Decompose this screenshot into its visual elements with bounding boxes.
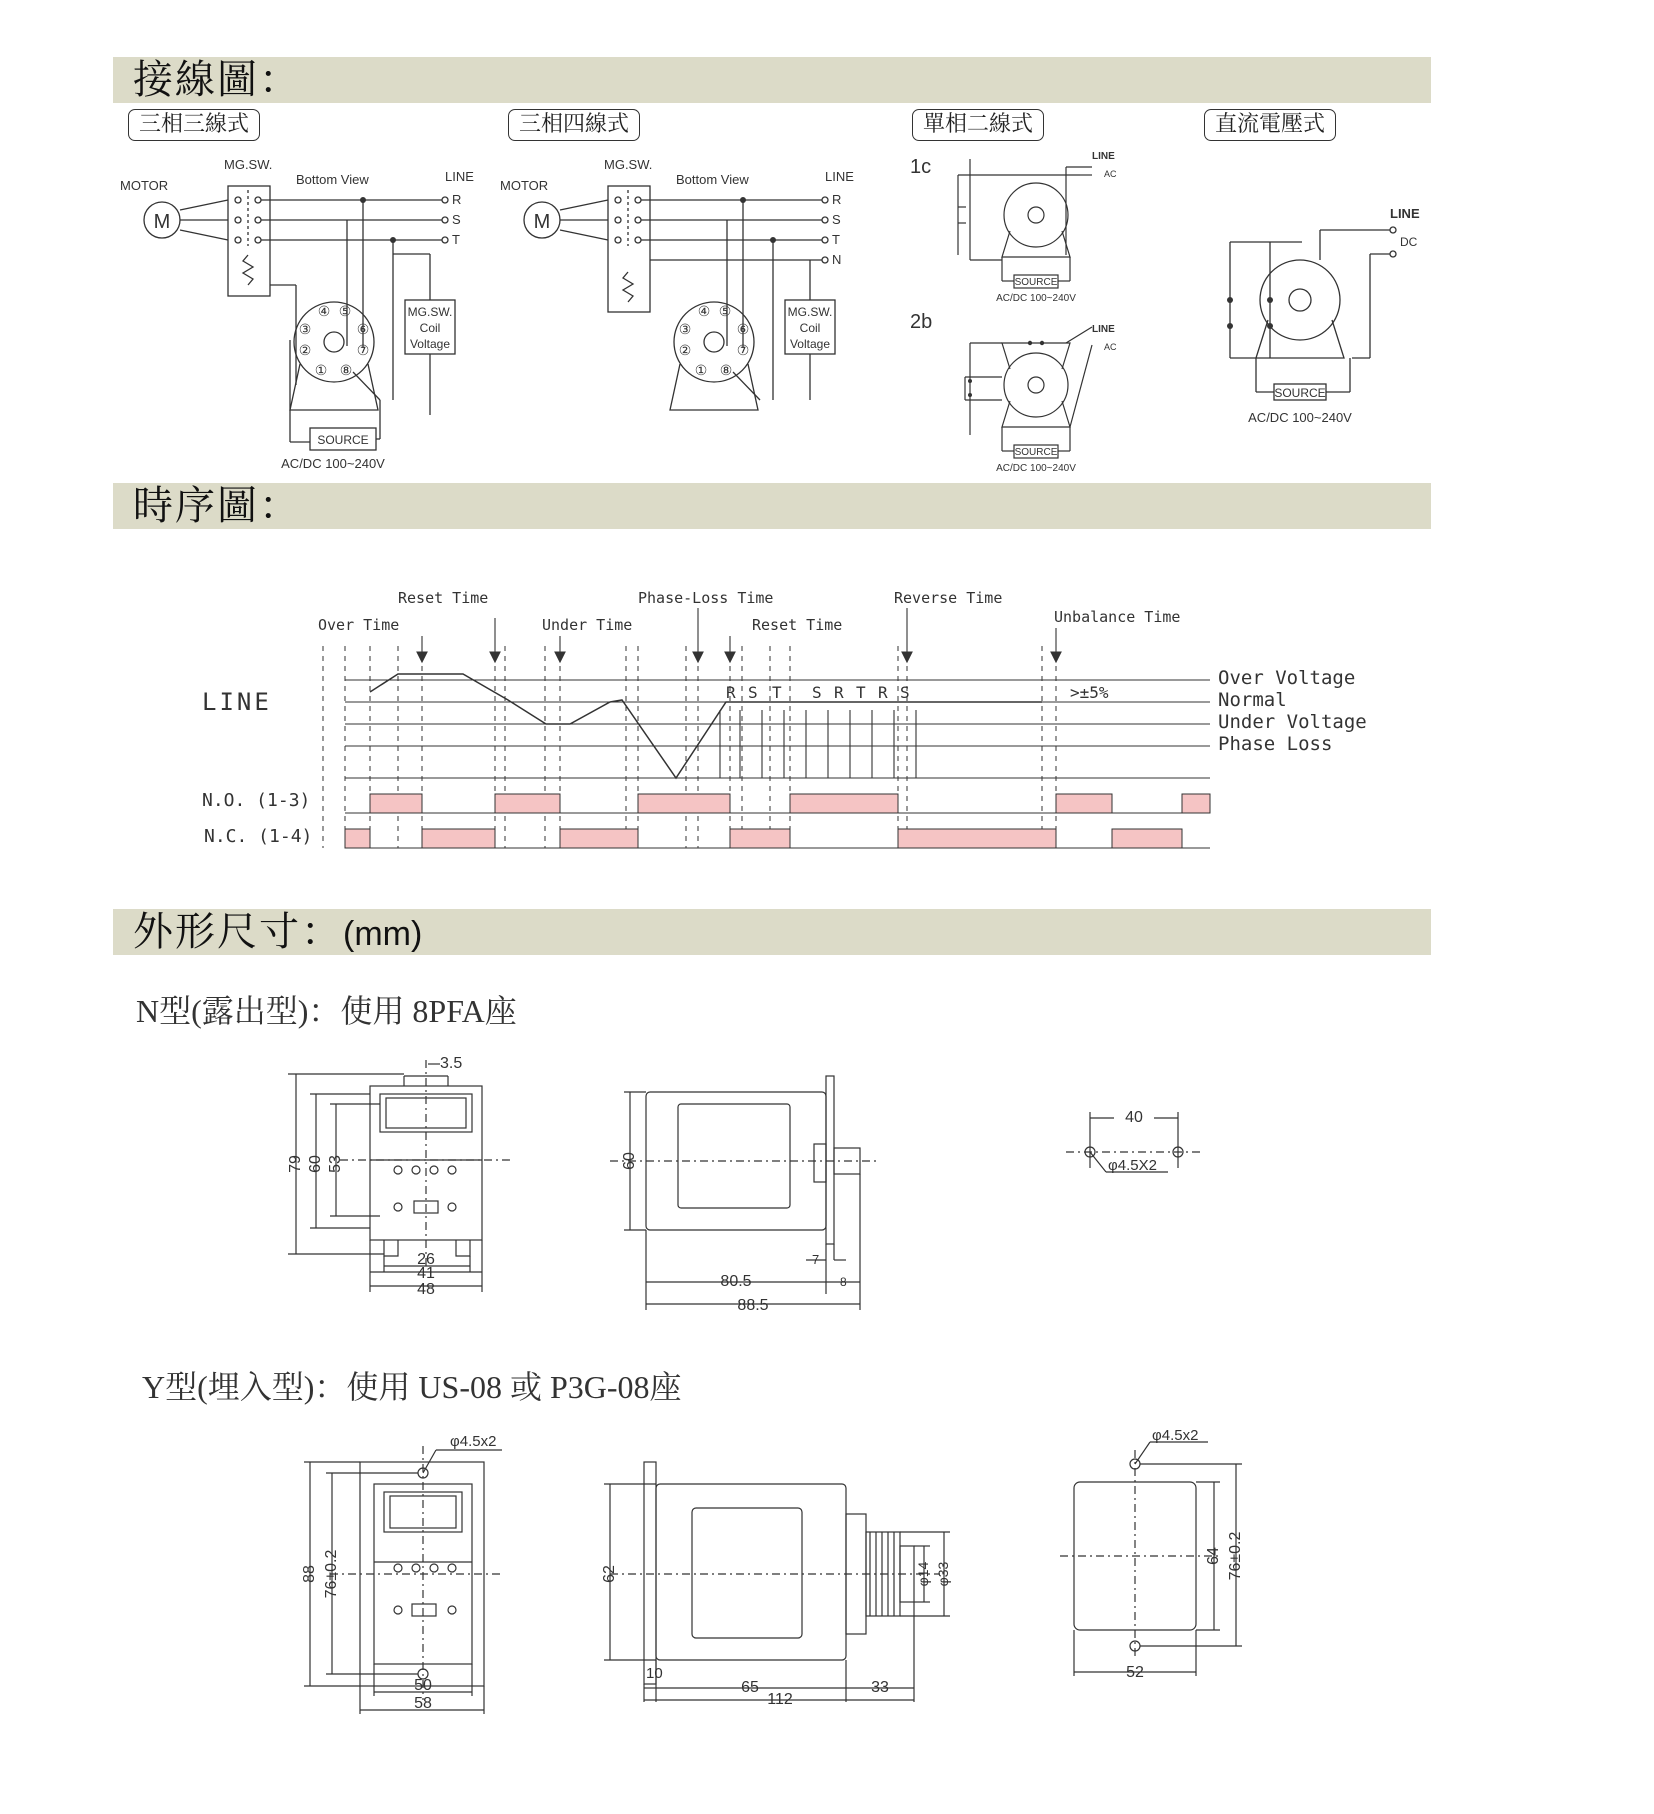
no-pulse	[370, 794, 422, 813]
pin-3: ③	[678, 321, 692, 337]
line-label-2b: LINE	[1092, 324, 1115, 335]
y-side-d-front: 10	[646, 1665, 663, 1682]
n-front-h3: 53	[327, 1155, 344, 1173]
y-front-hole: φ4.5x2	[450, 1433, 497, 1450]
n-front-h1: 79	[287, 1155, 304, 1173]
source-label: SOURCE	[1274, 386, 1326, 400]
timing-sequence-label: R	[834, 683, 844, 702]
nc-pulse	[422, 829, 495, 848]
variant-1c: 1c	[910, 156, 932, 178]
source-label-1c: SOURCE	[1014, 277, 1058, 288]
section-band-dimensions	[113, 909, 1431, 955]
n-front-w1: 26	[417, 1251, 435, 1268]
label-phase-loss-time: Phase-Loss Time	[638, 589, 774, 607]
y-cutout-hole: φ4.5x2	[1152, 1427, 1199, 1444]
motor-label: MOTOR	[120, 178, 169, 193]
n-side-d2: 88.5	[737, 1297, 769, 1314]
n-type-mount-holes	[1050, 1100, 1250, 1200]
coil-line-3: Voltage	[409, 337, 451, 351]
mgsw-label: MG.SW.	[604, 157, 653, 172]
y-cutout-w: 52	[1126, 1664, 1144, 1681]
timing-sequence-label: R	[878, 683, 888, 702]
n-front-w3: 48	[417, 1281, 435, 1298]
phase-r: R	[452, 192, 462, 207]
n-mount-spacing: 40	[1125, 1109, 1143, 1126]
dimensions-title-text: 外形尺寸：	[133, 909, 343, 955]
y-type-title: Y型(埋入型)：使用 US-08 或 P3G-08座	[142, 1369, 682, 1405]
y-cutout-h2: 76±0.2	[1227, 1531, 1244, 1581]
timing-diagram	[190, 580, 1450, 880]
source-label-2b: SOURCE	[1014, 447, 1058, 458]
timing-sequence-label: T	[772, 683, 782, 702]
timing-sequence-label: S	[748, 683, 758, 702]
line-label: LINE	[445, 169, 474, 184]
no-pulse	[638, 794, 730, 813]
n-mount-hole: φ4.5X2	[1108, 1157, 1157, 1174]
supply-label: AC/DC 100~240V	[281, 456, 385, 471]
timing-sequence-label: T	[856, 683, 866, 702]
pin-5: ⑤	[718, 303, 732, 319]
phase-t: T	[452, 232, 460, 247]
label-unbalance-time: Unbalance Time	[1054, 608, 1181, 626]
section-title-timing: 時序圖：	[133, 483, 301, 529]
n-side-d1: 80.5	[720, 1273, 752, 1290]
timing-sequence-label: S	[812, 683, 822, 702]
pin-1: ①	[694, 362, 708, 378]
line-label: LINE	[202, 688, 272, 716]
y-front-w2: 58	[414, 1695, 432, 1712]
timing-sequence-label: R	[726, 683, 736, 702]
line-label: LINE	[1390, 206, 1420, 221]
phase-s: S	[452, 212, 461, 227]
y-side-dia1: φ14	[915, 1561, 931, 1587]
mgsw-label: MG.SW.	[224, 157, 273, 172]
nc-pulse	[560, 829, 638, 848]
pin-7: ⑦	[736, 342, 750, 358]
bottom-view-label: Bottom View	[296, 172, 369, 187]
dc-label: DC	[1400, 235, 1418, 249]
pin-1: ①	[314, 362, 328, 378]
y-type-side-view	[600, 1440, 980, 1708]
wiring-diagram-dc	[1190, 200, 1430, 430]
label-reset-time-2: Reset Time	[752, 616, 843, 634]
wiring-diagram-1p2w	[910, 145, 1150, 480]
y-cutout-h1: 64	[1205, 1547, 1222, 1565]
label-over-time: Over Time	[318, 616, 400, 634]
dimensions-unit: (mm)	[343, 915, 423, 953]
line-label: LINE	[825, 169, 854, 184]
n-type-side-view	[600, 1060, 900, 1320]
label-reset-time-1: Reset Time	[398, 589, 489, 607]
level-normal: Normal	[1218, 689, 1287, 711]
wiring-label-dc: 直流電壓式	[1204, 109, 1336, 141]
n-side-h: 60	[621, 1152, 638, 1170]
section-band-wiring	[113, 57, 1431, 103]
pin-4: ④	[697, 303, 711, 319]
motor-symbol: M	[533, 211, 551, 233]
ac-label-2b: AC	[1104, 342, 1117, 352]
timing-sequence-label: S	[900, 683, 910, 702]
wiring-label-3p3w: 三相三線式	[128, 109, 260, 141]
supply-label-1c: AC/DC 100~240V	[996, 293, 1076, 304]
no-pulse	[495, 794, 560, 813]
level-under: Under Voltage	[1218, 711, 1367, 733]
nc-pulse	[1112, 829, 1182, 848]
no-pulse	[1182, 794, 1210, 813]
pin-6: ⑥	[356, 321, 370, 337]
pin-2: ②	[678, 342, 692, 358]
bottom-view-label: Bottom View	[676, 172, 749, 187]
no-pulse	[790, 794, 898, 813]
n-type-front-view	[280, 1040, 530, 1300]
label-reverse-time: Reverse Time	[894, 589, 1003, 607]
section-title-dimensions	[133, 909, 422, 957]
pin-3: ③	[298, 321, 312, 337]
section-band-timing	[113, 483, 1431, 529]
pin-7: ⑦	[356, 342, 370, 358]
phase-t: T	[832, 232, 840, 247]
n-side-t1: 7	[812, 1252, 820, 1267]
label-under-time: Under Time	[542, 616, 633, 634]
no-pulse	[1056, 794, 1112, 813]
supply-label-2b: AC/DC 100~240V	[996, 463, 1076, 474]
pin-4: ④	[317, 303, 331, 319]
y-front-w1: 50	[414, 1677, 432, 1694]
line-label-1c: LINE	[1092, 151, 1115, 162]
supply-label: AC/DC 100~240V	[1248, 410, 1352, 425]
pin-2: ②	[298, 342, 312, 358]
ac-label-1c: AC	[1104, 169, 1117, 179]
y-type-front-view	[290, 1420, 520, 1710]
pin-5: ⑤	[338, 303, 352, 319]
phase-r: R	[832, 192, 842, 207]
nc-pulse	[345, 829, 370, 848]
pin-6: ⑥	[736, 321, 750, 337]
y-side-d-total: 112	[767, 1691, 793, 1708]
nc-pulse	[898, 829, 1056, 848]
wiring-label-1p2w: 單相二線式	[912, 109, 1044, 141]
motor-symbol: M	[153, 211, 171, 233]
nc-pulse	[730, 829, 790, 848]
level-phase-loss: Phase Loss	[1218, 733, 1333, 755]
coil-line-1: MG.SW.	[407, 305, 453, 319]
motor-label: MOTOR	[500, 178, 549, 193]
wiring-label-3p4w: 三相四線式	[508, 109, 640, 141]
y-side-dia2: φ33	[935, 1561, 951, 1587]
y-type-panel-cutout	[1070, 1427, 1280, 1690]
variant-2b: 2b	[910, 311, 933, 333]
level-over: Over Voltage	[1218, 667, 1356, 689]
wiring-diagram-3p3w	[120, 150, 490, 480]
y-front-h2: 76±0.2	[323, 1549, 340, 1599]
y-side-d-base: 33	[871, 1679, 889, 1696]
n-front-h2: 60	[307, 1155, 324, 1173]
y-side-d-body: 65	[741, 1679, 759, 1696]
n-front-top: 3.5	[440, 1055, 463, 1072]
nc-label: N.C. (1-4)	[204, 826, 313, 847]
n-front-w2: 41	[417, 1265, 435, 1282]
source-label: SOURCE	[317, 433, 369, 447]
coil-text	[408, 305, 453, 351]
coil-line-1: MG.SW.	[787, 305, 833, 319]
n-type-title: N型(露出型)：使用 8PFA座	[136, 993, 517, 1029]
phase-n: N	[832, 252, 842, 267]
coil-line-2: Coil	[419, 321, 441, 335]
wiring-diagram-3p4w	[500, 150, 870, 450]
coil-line-3: Voltage	[789, 337, 831, 351]
n-side-t2: 8	[840, 1275, 847, 1289]
pin-8: ⑧	[719, 362, 733, 378]
y-side-h: 62	[601, 1565, 618, 1583]
pin-8: ⑧	[339, 362, 353, 378]
unbalance-label: >±5%	[1070, 683, 1109, 702]
y-front-h1: 88	[301, 1565, 318, 1583]
phase-s: S	[832, 212, 841, 227]
section-title-wiring: 接線圖：	[133, 57, 301, 103]
coil-line-2: Coil	[799, 321, 821, 335]
no-label: N.O. (1-3)	[202, 790, 311, 811]
